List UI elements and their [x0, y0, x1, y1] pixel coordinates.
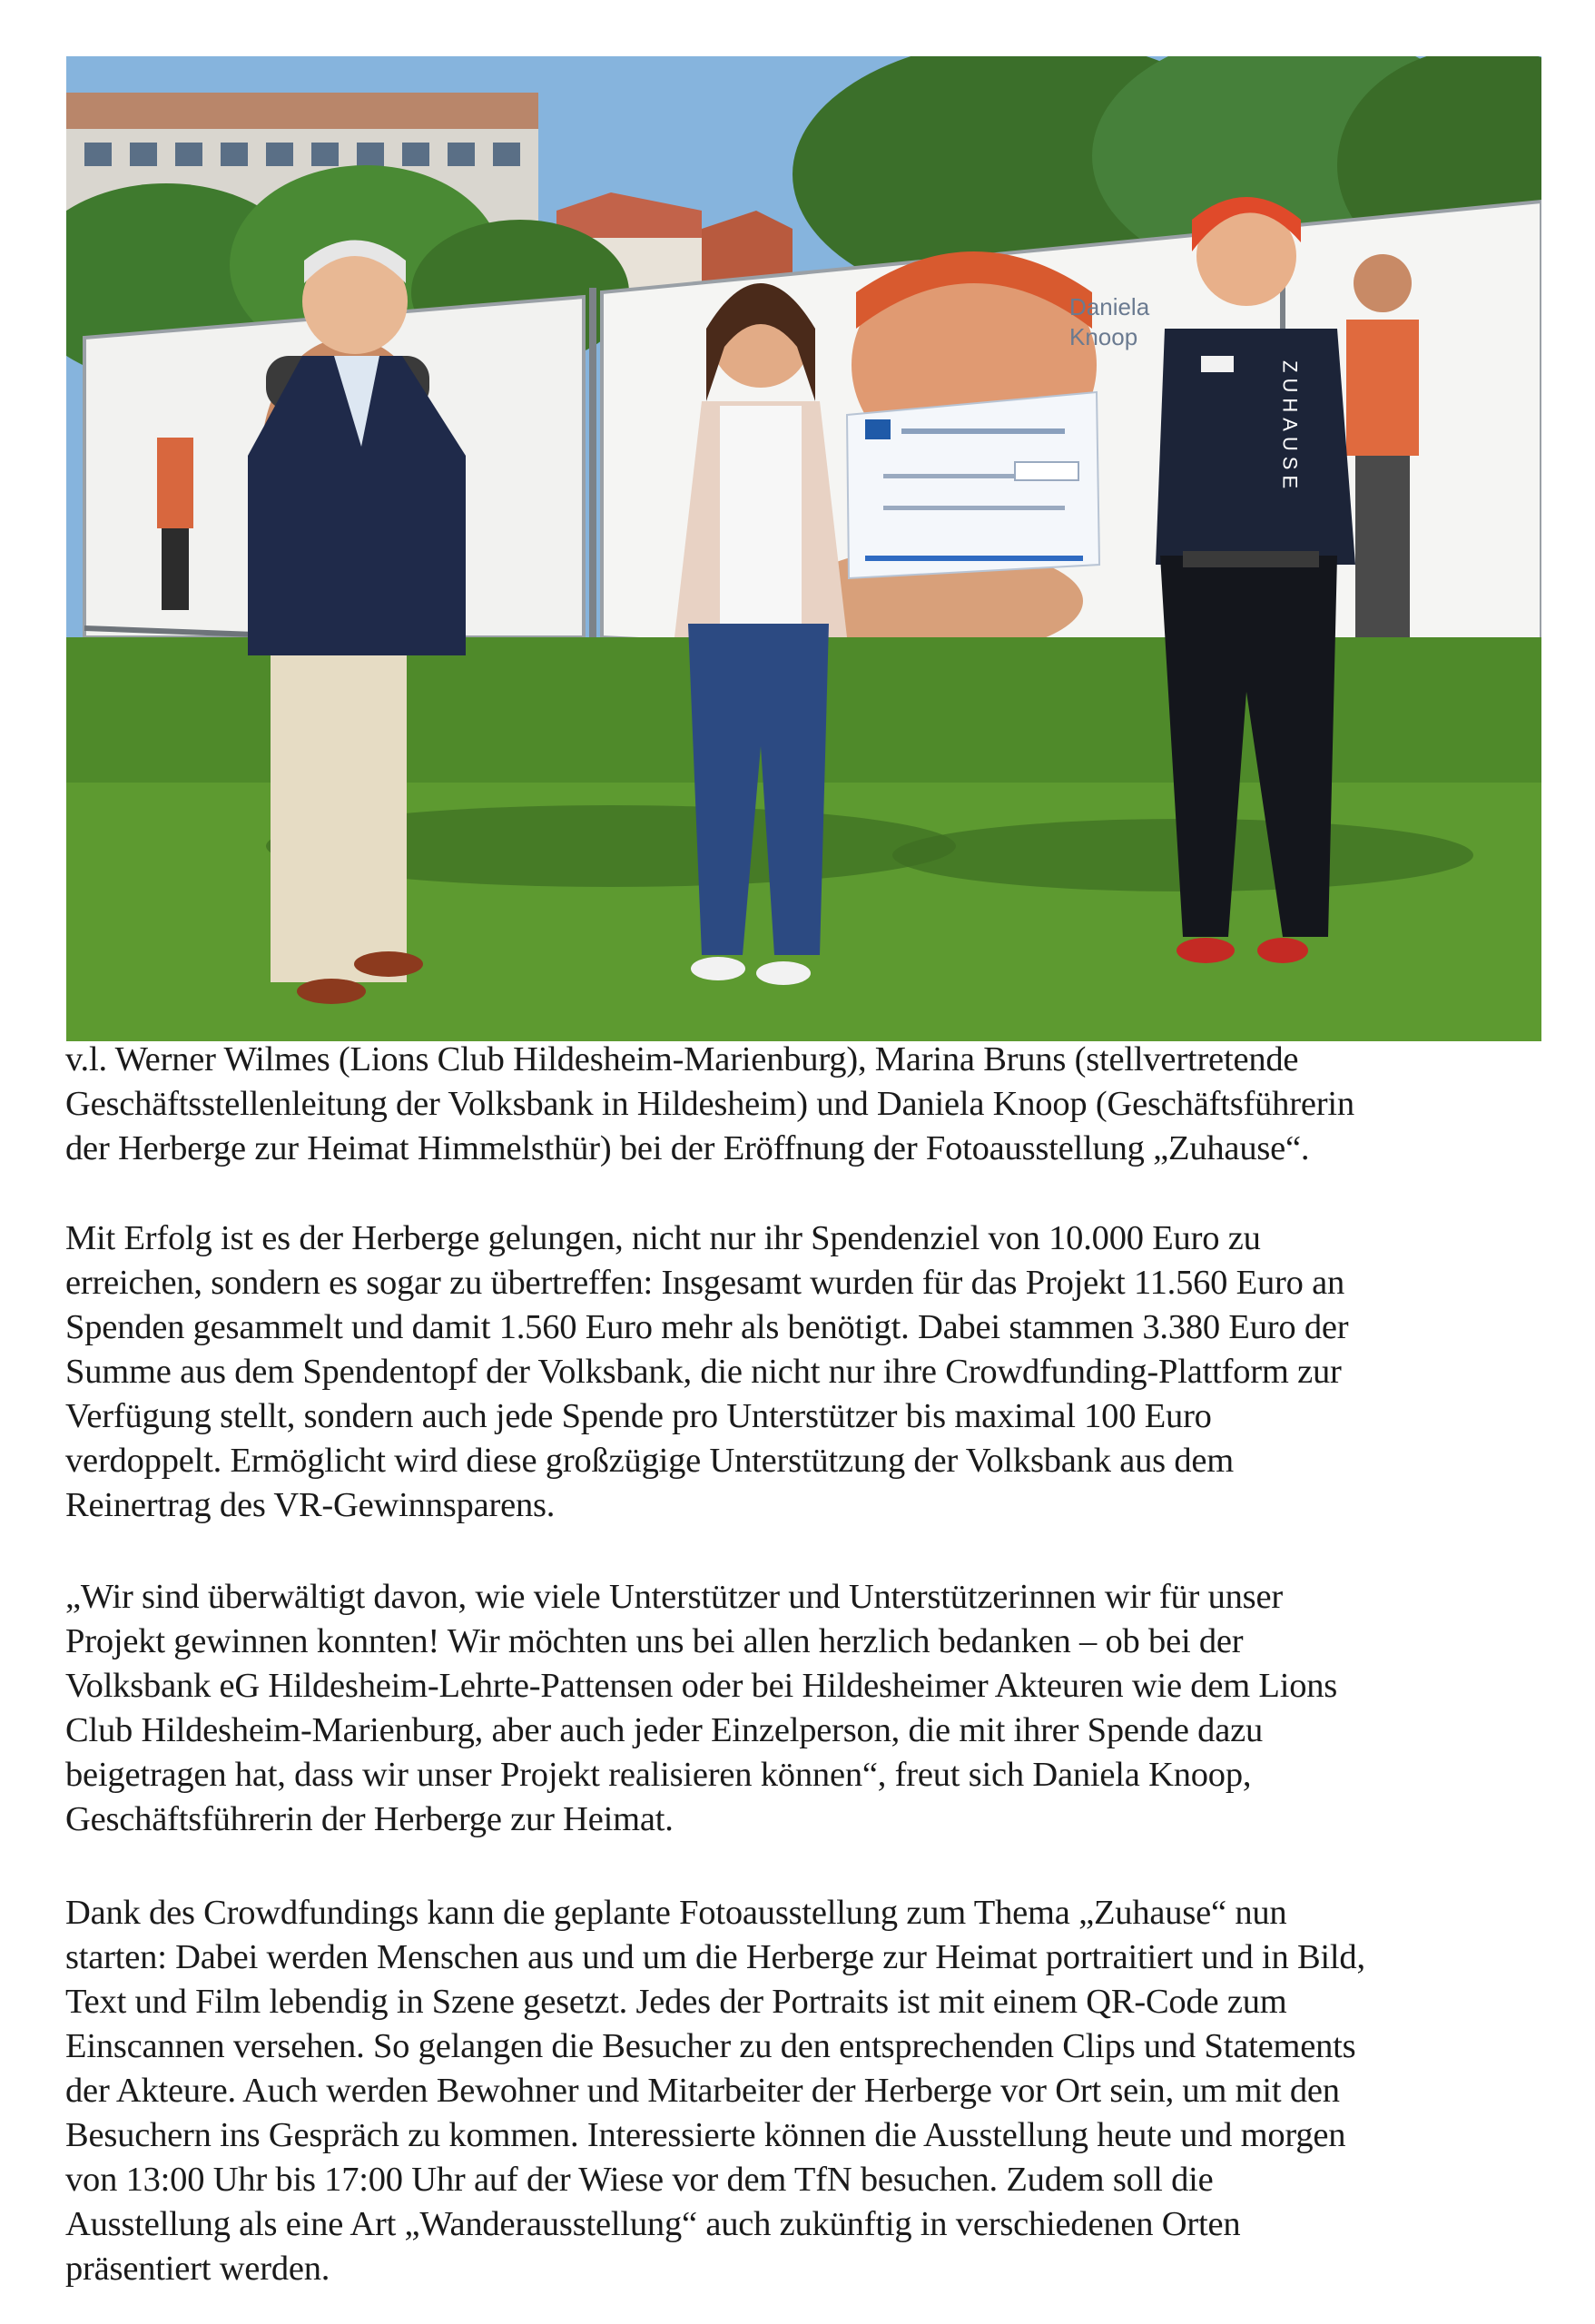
- paragraph-line: von 13:00 Uhr bis 17:00 Uhr auf der Wiese vor dem TfN besuchen. Zudem soll die: [65, 2161, 1214, 2199]
- caption-line: der Herberge zur Heimat Himmelsthür) bei der Eröffnung der Fotoausstellung „Zuhause“.: [65, 1129, 1310, 1167]
- paragraph-line: „Wir sind überwältigt davon, wie viele Unterstützer und Unterstützerinnen wir für unser: [65, 1578, 1283, 1616]
- paragraph-line: Club Hildesheim-Marienburg, aber auch jeder Einzelperson, die mit ihrer Spende dazu: [65, 1711, 1264, 1749]
- paragraph-line: präsentiert werden.: [65, 2250, 330, 2288]
- paragraph-line: Geschäftsführerin der Herberge zur Heimat.: [65, 1800, 674, 1838]
- paragraph-quote: [65, 1575, 1545, 1842]
- paragraph-line: Mit Erfolg ist es der Herberge gelungen, nicht nur ihr Spendenziel von 10.000 Euro zu: [65, 1219, 1261, 1257]
- paragraph-line: Text und Film lebendig in Szene gesetzt. Jedes der Portraits ist mit einem QR-Code zum: [65, 1983, 1287, 2021]
- shirt-text: ZUHAUSE: [1278, 360, 1302, 495]
- paragraph-line: Reinertrag des VR-Gewinnsparens.: [65, 1486, 556, 1524]
- paragraph-exhibition: [65, 1891, 1545, 2291]
- sign-name-line1: Daniela: [1069, 293, 1150, 320]
- photo-caption: [65, 1038, 1545, 1171]
- paragraph-line: Ausstellung als eine Art „Wanderausstellung“ auch zukünftig in verschiedenen Orten: [65, 2205, 1241, 2243]
- paragraph-line: erreichen, sondern es sogar zu übertreffen: Insgesamt wurden für das Projekt 11.560 Euro an: [65, 1264, 1345, 1302]
- paragraph-line: Einscannen versehen. So gelangen die Besucher zu den entsprechenden Clips und Statements: [65, 2027, 1356, 2065]
- paragraph-line: Volksbank eG Hildesheim-Lehrte-Pattensen oder bei Hildesheimer Akteuren wie dem Lions: [65, 1667, 1338, 1705]
- paragraph-line: Verfügung stellt, sondern auch jede Spende pro Unterstützer bis maximal 100 Euro: [65, 1397, 1212, 1435]
- paragraph-funding-result: [65, 1216, 1545, 1528]
- caption-line: Geschäftsstellenleitung der Volksbank in Hildesheim) und Daniela Knoop (Geschäftsführerin: [65, 1085, 1354, 1123]
- donation-cheque: [847, 392, 1099, 578]
- paragraph-line: Dank des Crowdfundings kann die geplante Fotoausstellung zum Thema „Zuhause“ nun: [65, 1894, 1287, 1932]
- sign-name-line2: Knoop: [1069, 323, 1138, 350]
- paragraph-line: der Akteure. Auch werden Bewohner und Mitarbeiter der Herberge vor Ort sein, um mit den: [65, 2072, 1340, 2110]
- paragraph-line: beigetragen hat, dass wir unser Projekt realisieren können“, freut sich Daniela Knoop,: [65, 1756, 1252, 1794]
- paragraph-line: Spenden gesammelt und damit 1.560 Euro mehr als benötigt. Dabei stammen 3.380 Euro der: [65, 1308, 1349, 1346]
- paragraph-line: starten: Dabei werden Menschen aus und um die Herberge zur Heimat portraitiert und in Bild,: [65, 1938, 1365, 1976]
- caption-line: v.l. Werner Wilmes (Lions Club Hildesheim-Marienburg), Marina Bruns (stellvertretende: [65, 1040, 1299, 1078]
- paragraph-line: Besuchern ins Gespräch zu kommen. Interessierte können die Ausstellung heute und morgen: [65, 2116, 1346, 2154]
- paragraph-line: verdoppelt. Ermöglicht wird diese großzügige Unterstützung der Volksbank aus dem: [65, 1442, 1235, 1480]
- event-photo: [66, 56, 1541, 1041]
- paragraph-line: Projekt gewinnen konnten! Wir möchten uns bei allen herzlich bedanken – ob bei der: [65, 1622, 1244, 1660]
- paragraph-line: Summe aus dem Spendentopf der Volksbank, die nicht nur ihre Crowdfunding-Plattform zur: [65, 1353, 1342, 1391]
